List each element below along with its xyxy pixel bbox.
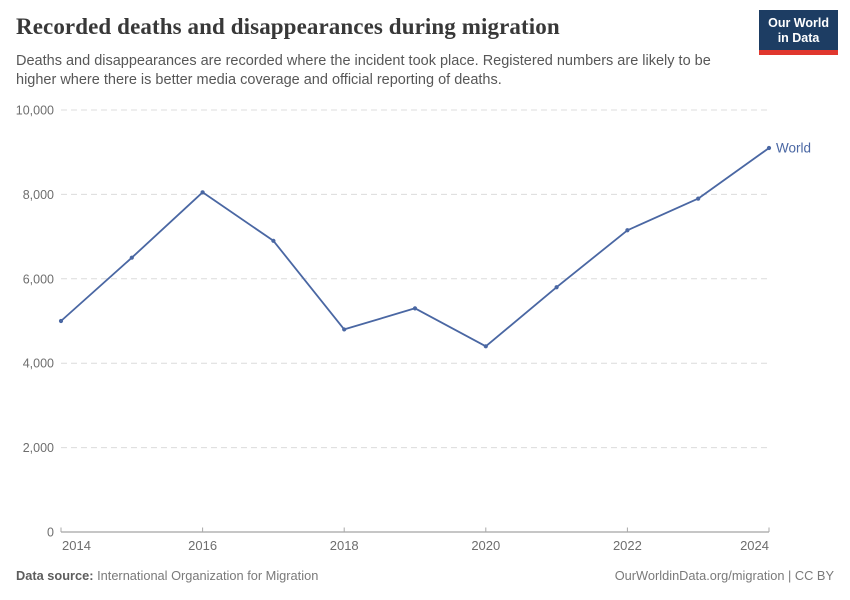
y-axis-tick-label: 4,000 — [22, 356, 54, 371]
owid-logo-line2: in Data — [777, 31, 820, 45]
data-point-marker[interactable] — [484, 344, 488, 348]
data-point-marker[interactable] — [130, 256, 134, 260]
y-axis-tick-label: 0 — [47, 525, 54, 540]
data-point-marker[interactable] — [342, 327, 346, 331]
data-point-marker[interactable] — [696, 197, 700, 201]
data-point-marker[interactable] — [555, 285, 559, 289]
chart-footer — [16, 568, 834, 583]
attribution-link[interactable]: OurWorldinData.org/migration | CC BY — [614, 568, 834, 583]
x-axis-tick-label: 2022 — [612, 538, 642, 553]
data-point-marker[interactable] — [59, 319, 63, 323]
x-axis-tick-label: 2020 — [471, 538, 501, 553]
data-point-marker[interactable] — [201, 190, 205, 194]
y-axis-tick-label: 8,000 — [22, 187, 54, 202]
data-point-marker[interactable] — [271, 239, 275, 243]
data-source-value: International Organization for Migration — [93, 568, 319, 583]
data-point-marker[interactable] — [413, 306, 417, 310]
data-source — [16, 568, 318, 583]
page-title: Recorded deaths and disappearances during migration — [16, 14, 560, 39]
data-point-marker[interactable] — [767, 146, 771, 150]
data-point-marker[interactable] — [625, 228, 629, 232]
y-axis-tick-label: 6,000 — [22, 272, 54, 287]
x-axis-tick-label: 2018 — [329, 538, 359, 553]
data-source-label: Data source: — [16, 568, 94, 583]
y-axis-tick-label: 10,000 — [15, 103, 54, 118]
owid-logo-line1: Our World — [768, 16, 829, 30]
y-axis-tick-label: 2,000 — [22, 441, 54, 456]
series-end-label-world[interactable]: World — [776, 140, 812, 156]
x-axis-tick-label: 2024 — [740, 538, 769, 553]
chart-subtitle: Deaths and disappearances are recorded where the incident took place. Registered numbers are likely to be higher where there is better media coverage and official reporting of deaths. — [16, 53, 711, 89]
x-axis-tick-label: 2014 — [62, 538, 91, 553]
world-line-series[interactable] — [61, 148, 769, 346]
x-axis-tick-label: 2016 — [188, 538, 218, 553]
